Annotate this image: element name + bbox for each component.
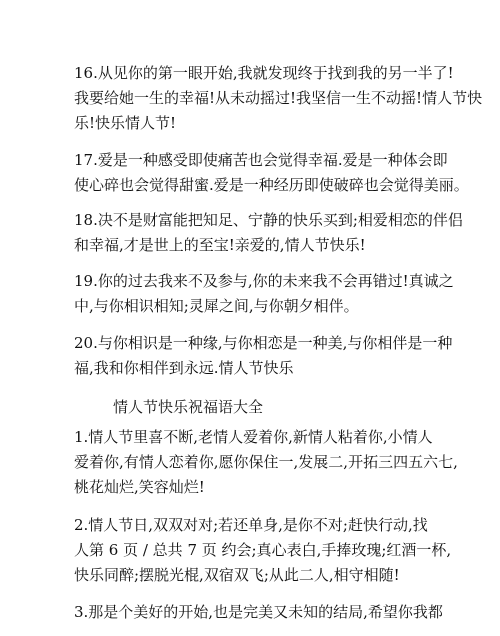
paragraph-17 [74,148,469,198]
text-line: 桃花灿烂,笑容灿烂! [74,478,205,496]
text-line: 和幸福,才是世上的至宝!亲爱的,情人节快乐! [74,236,366,254]
paragraph-3 [74,600,443,625]
text-line: 人第 6 页 / 总共 7 页 约会;真心表白,手捧玫瑰;红酒一杯, [74,541,452,559]
paragraph-16 [74,61,483,136]
text-line: 18.决不是财富能把知足、宁静的快乐买到;相爱相恋的伴侣 [74,211,463,229]
text-line: 1.情人节里喜不断,老情人爱着你,新情人粘着你,小情人 [74,428,433,446]
text-line: 使心碎也会觉得甜蜜.爱是一种经历即使破碎也会觉得美丽。 [74,176,469,194]
text-line: 17.爱是一种感受即使痛苦也会觉得幸福.爱是一种体会即 [74,151,448,169]
text-line: 20.与你相识是一种缘,与你相恋是一种美,与你相伴是一种 [74,334,453,352]
paragraph-20 [74,331,453,381]
text-line: 福,我和你相伴到永远.情人节快乐 [74,359,294,377]
text-line: 乐!快乐情人节! [74,114,177,132]
text-line: 我要给她一生的幸福!从未动摇过!我坚信一生不动摇!情人节快 [74,89,483,107]
text-line: 3.那是个美好的开始,也是完美又未知的结局,希望你我都 [74,603,443,621]
text-line: 16.从见你的第一眼开始,我就发现终于找到我的另一半了! [74,64,454,82]
paragraph-19 [74,269,454,319]
paragraph-1 [74,425,458,500]
paragraph-2 [74,513,452,588]
text-line: 中,与你相识相知;灵犀之间,与你朝夕相伴。 [74,297,359,315]
text-line: 19.你的过去我来不及参与,你的未来我不会再错过!真诚之 [74,272,454,290]
section-heading: 情人节快乐祝福语大全 [113,398,264,416]
text-line: 爱着你,有情人恋着你,愿你保住一,发展二,开拓三四五六七, [74,453,458,471]
text-line: 2.情人节日,双双对对;若还单身,是你不对;赶快行动,找 [74,516,428,534]
text-line: 快乐同醉;摆脱光棍,双宿双飞;从此二人,相守相随! [74,566,400,584]
paragraph-18 [74,208,463,258]
